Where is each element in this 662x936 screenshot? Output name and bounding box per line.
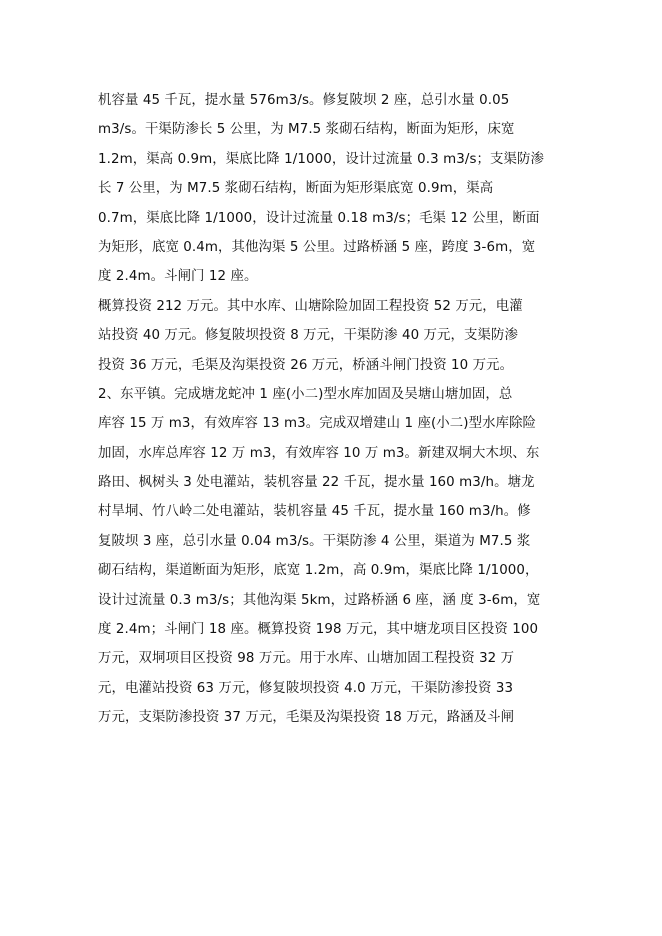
text-line: 元，电灌站投资 63 万元，修复陂坝投资 4.0 万元，干渠防渗投资 33 [98,680,514,696]
text-line: 设计过流量 0.3 m3/s；其他沟渠 5km，过路桥涵 6 座，涵 度 3-6m，宽 [98,592,541,608]
text-line: 加固，水库总库容 12 万 m3，有效库容 10 万 m3。新建双垌大木坝、东 [98,445,540,461]
text-line: 路田、枫树头 3 处电灌站，装机容量 22 千瓦，提水量 160 m3/h。塘龙 [98,475,535,491]
text-line: 长 7 公里，为 M7.5 浆砌石结构，断面为矩形渠底宽 0.9m，渠高 [98,181,494,197]
body-text [98,86,558,733]
text-line: 度 2.4m；斗闸门 18 座。概算投资 198 万元，其中塘龙项目区投资 100 [98,622,539,638]
text-line: 库容 15 万 m3，有效库容 13 m3。完成双增建山 1 座(小二)型水库除险 [98,416,537,432]
text-line: 砌石结构，渠道断面为矩形，底宽 1.2m，高 0.9m，渠底比降 1/1000， [98,563,539,579]
text-line: 站投资 40 万元。修复陂坝投资 8 万元，干渠防渗 40 万元，支渠防渗 [98,328,518,344]
text-line: 为矩形，底宽 0.4m，其他沟渠 5 公里。过路桥涵 5 座，跨度 3-6m，宽 [98,239,536,255]
text-line: 2、东平镇。完成塘龙蛇冲 1 座(小二)型水库加固及吴塘山塘加固，总 [98,386,513,402]
text-line: 度 2.4m。斗闸门 12 座。 [98,269,258,285]
text-line: 机容量 45 千瓦，提水量 576m3/s。修复陂坝 2 座，总引水量 0.05 [98,93,510,108]
text-line: 概算投资 212 万元。其中水库、山塘除险加固工程投资 52 万元，电灌 [98,298,523,314]
text-line: 1.2m，渠高 0.9m，渠底比降 1/1000，设计过流量 0.3 m3/s；支渠防渗 [98,151,544,167]
text-line: 0.7m，渠底比降 1/1000，设计过流量 0.18 m3/s；毛渠 12 公里，断面 [98,210,540,226]
text-line: 复陂坝 3 座，总引水量 0.04 m3/s。干渠防渗 4 公里，渠道为 M7.5 浆 [98,533,531,549]
text-line: 投资 36 万元，毛渠及沟渠投资 26 万元，桥涵斗闸门投资 10 万元。 [98,357,514,373]
text-line: 万元，支渠防渗投资 37 万元，毛渠及沟渠投资 18 万元，路涵及斗闸 [98,710,515,726]
text-line: m3/s。干渠防渗长 5 公里，为 M7.5 浆砌石结构，断面为矩形，床宽 [98,122,515,138]
text-line: 万元，双垌项目区投资 98 万元。用于水库、山塘加固工程投资 32 万 [98,651,515,667]
text-line: 村旱垌、竹八岭二处电灌站，装机容量 45 千瓦，提水量 160 m3/h。修 [98,504,531,520]
